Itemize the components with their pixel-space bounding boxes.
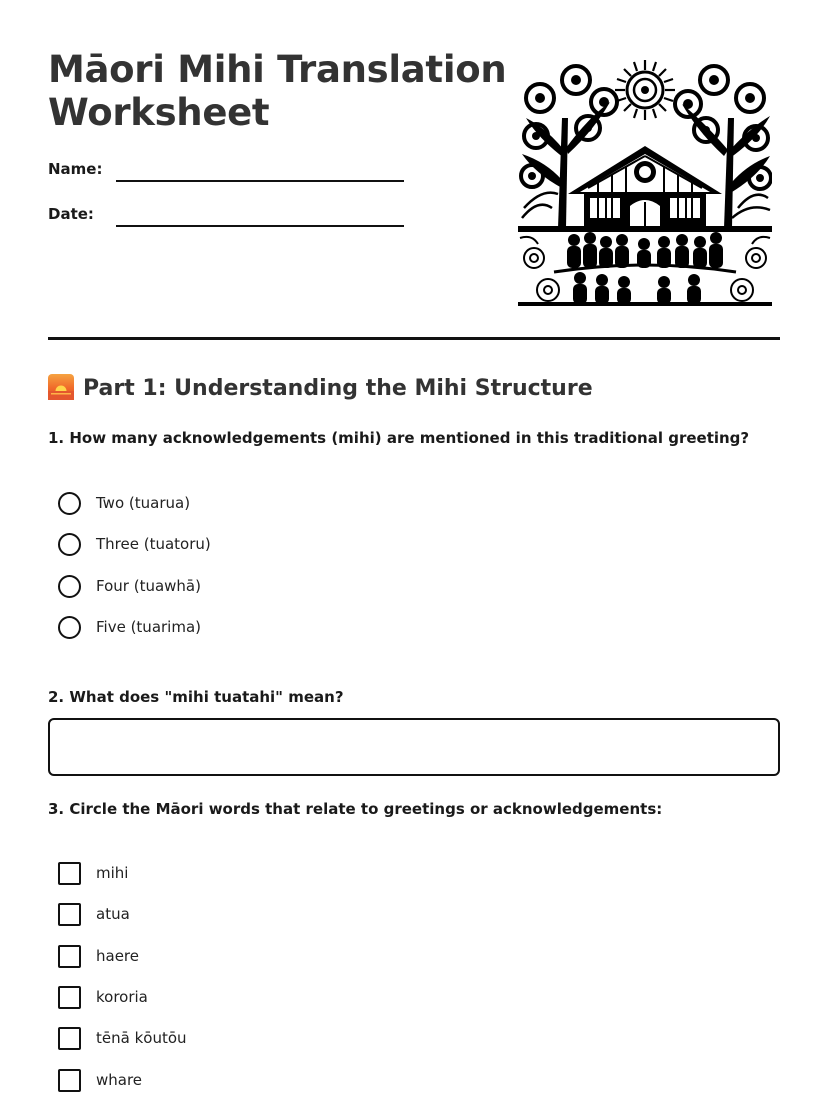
- checkbox[interactable]: [58, 1027, 81, 1050]
- q3-option-6[interactable]: [58, 1068, 142, 1092]
- name-label: Name:: [48, 160, 103, 178]
- checkbox[interactable]: [58, 1069, 81, 1092]
- checkbox[interactable]: [58, 986, 81, 1009]
- checkbox[interactable]: [58, 862, 81, 885]
- radio-button[interactable]: [58, 492, 81, 515]
- q3-option-5[interactable]: [58, 1026, 187, 1050]
- q1-option-3[interactable]: [58, 574, 201, 598]
- question-2: 2. What does "mihi tuatahi" mean?: [48, 688, 344, 706]
- q1-option-label: Two (tuarua): [96, 494, 191, 512]
- checkbox[interactable]: [58, 903, 81, 926]
- part1-heading-text: Part 1: Understanding the Mihi Structure: [83, 376, 593, 401]
- q1-option-2[interactable]: [58, 532, 211, 556]
- marae-illustration: [518, 58, 772, 306]
- question-1: 1. How many acknowledgements (mihi) are mentioned in this traditional greeting?: [48, 429, 750, 447]
- date-label: Date:: [48, 205, 94, 223]
- q3-option-label: kororia: [96, 988, 148, 1006]
- date-field[interactable]: [116, 225, 404, 227]
- q3-option-label: atua: [96, 905, 130, 923]
- radio-button[interactable]: [58, 616, 81, 639]
- name-field[interactable]: [116, 180, 404, 182]
- q1-option-label: Five (tuarima): [96, 618, 201, 636]
- q3-option-label: haere: [96, 947, 139, 965]
- worksheet-title: [48, 48, 506, 134]
- title-line-1: Māori Mihi Translation: [48, 48, 507, 91]
- title-line-2: Worksheet: [48, 91, 270, 134]
- radio-button[interactable]: [58, 533, 81, 556]
- sunrise-icon: [48, 374, 74, 400]
- q1-option-label: Four (tuawhā): [96, 577, 201, 595]
- q1-option-4[interactable]: [58, 615, 201, 639]
- radio-button[interactable]: [58, 575, 81, 598]
- q3-option-label: tēnā kōutōu: [96, 1029, 187, 1047]
- checkbox[interactable]: [58, 945, 81, 968]
- sun-icon: [615, 60, 675, 120]
- question-3: 3. Circle the Māori words that relate to greetings or acknowledgements:: [48, 800, 663, 818]
- crowd-silhouettes: [554, 232, 736, 304]
- q3-option-3[interactable]: [58, 944, 139, 968]
- q3-option-2[interactable]: [58, 902, 130, 926]
- q1-option-1[interactable]: [58, 491, 190, 515]
- q3-option-label: mihi: [96, 864, 129, 882]
- part1-heading: [48, 374, 593, 401]
- q3-option-1[interactable]: [58, 861, 128, 885]
- q2-answer-field[interactable]: [48, 718, 780, 776]
- q1-option-label: Three (tuatoru): [96, 535, 211, 553]
- q3-option-4[interactable]: [58, 985, 148, 1009]
- q3-option-label: whare: [96, 1071, 143, 1089]
- header-divider: [48, 337, 780, 340]
